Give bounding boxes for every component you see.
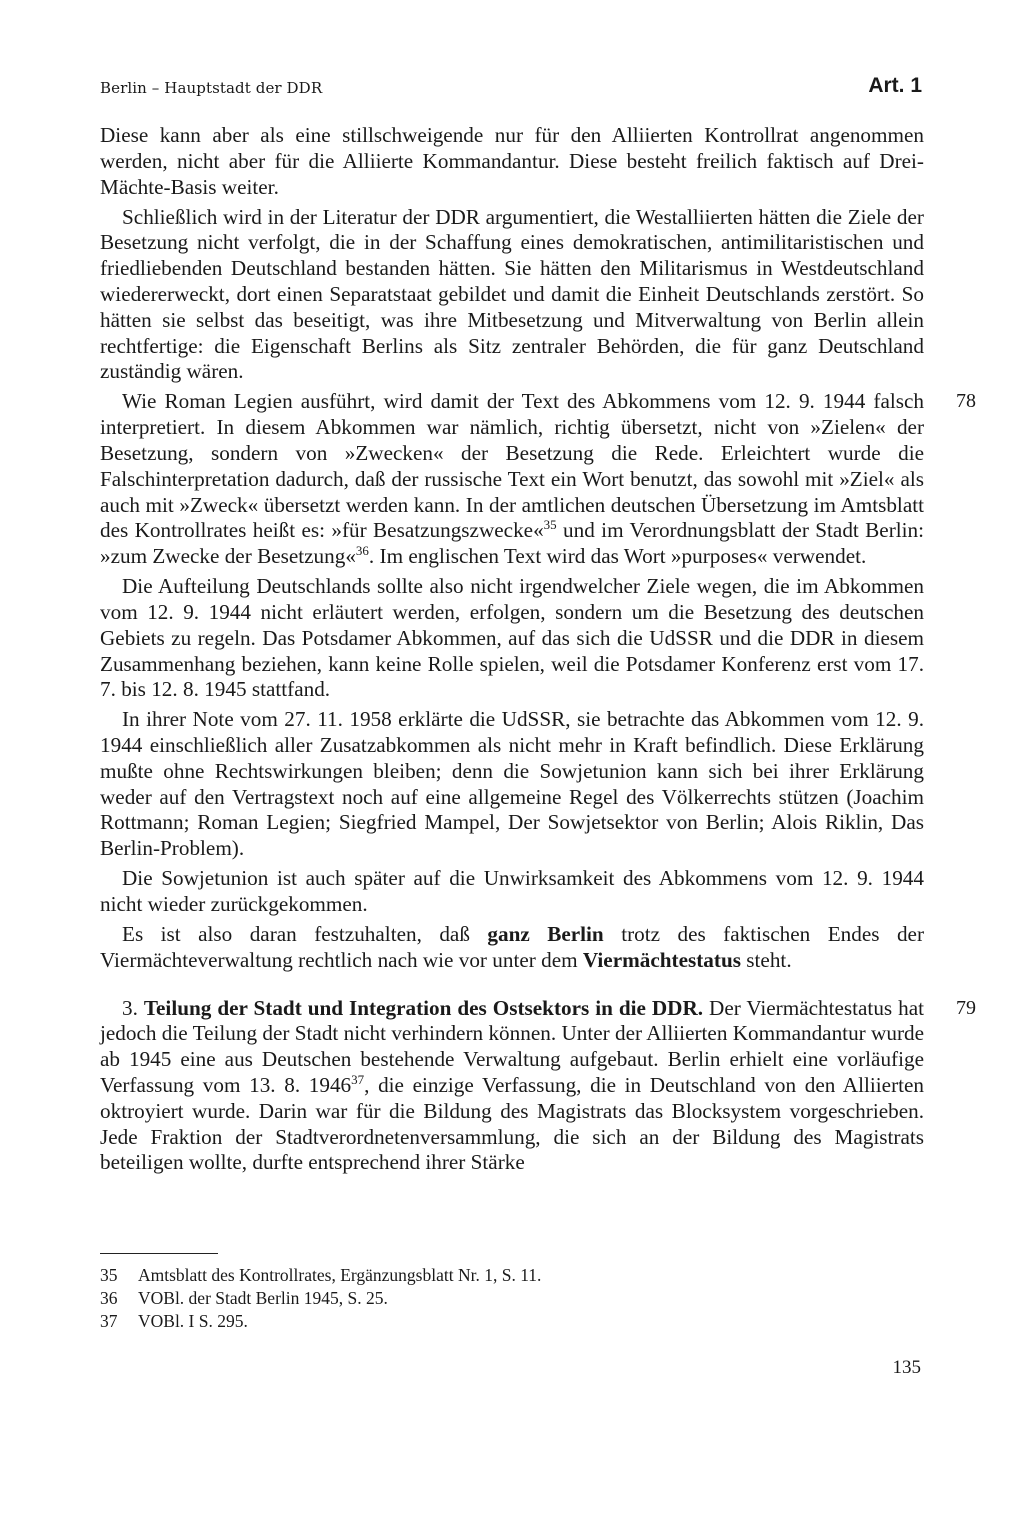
section-number: 3.: [122, 995, 144, 1020]
footnote-ref[interactable]: 36: [355, 543, 369, 559]
footnote-number: 36: [100, 1288, 118, 1309]
footnote: [100, 1310, 920, 1333]
section-3-text: , die einzige Verfassung, die in Deutschland von den Alliierten oktroyiert wurde. Darin war für die Bildung des Magistrats das Blocksystem vorgeschrieben. Jede Fraktion der Stadtverordnetenversammlung, die sich an der Bildung des Magistrats beteiligen wollte, durfte entsprechend ihrer Stärke: [100, 1073, 925, 1175]
footnote-divider: [100, 1253, 218, 1254]
footnote-number: 35: [100, 1265, 118, 1285]
paragraph-2: Schließlich wird in der Literatur der DDR argumentiert, die Westalliierten hätten die Ziele der Besetzung nicht verfolgt, die in der Schaffung eines demokratischen, antimilitaristischen und friedliebenden Deutschland bestanden hätten. Sie hätten den Militarismus in Westdeutschland wiedererweckt, dort einen Separatstaat gebildet und damit die Einheit Deutschlands zerstört. So hätten sie selbst das beseitigt, was ihre Mitbesetzung und Mitverwaltung von Berlin allein rechtfertige: die Eigenschaft Berlins als Sitz zentraler Behörden, die für ganz Deutschland zuständig wären.: [100, 204, 924, 384]
page-number: 135: [892, 1357, 921, 1378]
section-3-text: Der Viermächtestatus hat jedoch die Teilung der Stadt nicht verhindern können. Unter der Alliierten Kommandantur wurde ab 1945 eine aus Deutschen bestehende Verwaltung aufgebaut. Berlin erhielt eine vorläufige Verfassung vom 13. 8. 1946: [100, 995, 924, 1098]
footnote-text: VOBl. der Stadt Berlin 1945, S. 25.: [138, 1288, 388, 1309]
footnote-text: Amtsblatt des Kontrollrates, Ergänzungsblatt Nr. 1, S. 11.: [138, 1265, 542, 1285]
paragraph-3-text: Wie Roman Legien ausführt, wird damit der Text des Abkommens vom 12. 9. 1944 falsch interpretiert. In diesem Abkommen war nämlich, richtig übersetzt, nicht von »Zielen« der Besetzung, sondern von »Zwecken« der Besetzung die Rede. Erleichtert wurde die Falschinterpretation dadurch, daß der russische Text ein Wort benutzt, das sowohl mit »Ziel« als auch mit »Zweck« übersetzt werden kann. In der amtlichen deutschen Übersetzung im Amtsblatt des Kontrollrates heißt es: »für Besatzungszwecke«: [100, 389, 924, 543]
emphasis: ganz Berlin: [487, 922, 604, 947]
footnotes: [100, 1264, 920, 1334]
section-heading: Teilung der Stadt und Integration des Ostsektors in die DDR.: [143, 995, 704, 1020]
paragraph-1: Diese kann aber als eine stillschweigende nur für den Alliierten Kontrollrat angenommen werden, nicht aber für die Alliierte Kommandantur. Diese besteht freilich faktisch auf Drei-Mächte-Basis weiter.: [100, 123, 924, 199]
paragraph-3: [100, 389, 976, 570]
margin-number: 79: [956, 996, 976, 1019]
section-3-paragraph: [100, 995, 976, 1177]
paragraph-4: Die Aufteilung Deutschlands sollte also nicht irgendwelcher Ziele wegen, die im Abkommen vom 12. 9. 1944 nicht erläutert werden, erfolgen, sondern um die Besetzung des deutschen Gebiets zu regeln. Das Potsdamer Abkommen, auf das sich die UdSSR und die DDR in diesem Zusammenhang beziehen, kann keine Rolle spielen, weil die Potsdamer Konferenz erst vom 17. 7. bis 12. 8. 1945 stattfand.: [100, 574, 924, 702]
margin-number: 78: [956, 390, 976, 413]
article-label: Art. 1: [868, 74, 922, 97]
footnote: [100, 1287, 920, 1310]
footnote-ref[interactable]: 37: [351, 1071, 365, 1087]
footnote-ref[interactable]: 35: [543, 517, 557, 533]
paragraph-5: In ihrer Note vom 27. 11. 1958 erklärte die UdSSR, sie betrachte das Abkommen vom 12. 9. 1944 einschließlich aller Zusatzabkommen als nicht mehr in Kraft befindlich. Diese Erklärung mußte ohne Rechtswirkungen bleiben; denn die Sowjetunion kann sich bei ihrer Erklärung weder auf den Vertragstext noch auf eine allgemeine Regel des Völkerrechts stützen (Joachim Rottmann; Roman Legien; Siegfried Mampel, Der Sowjetsektor von Berlin; Alois Riklin, Das Berlin-Problem).: [100, 707, 924, 861]
footnote-number: 37: [100, 1311, 118, 1332]
paragraph-6: Die Sowjetunion ist auch später auf die Unwirksamkeit des Abkommens vom 12. 9. 1944 nicht wieder zurückgekommen.: [100, 866, 924, 917]
running-title: Berlin – Hauptstadt der DDR: [100, 79, 323, 97]
body-text: [100, 123, 976, 1180]
paragraph-7-text: trotz des faktischen Endes der Viermächteverwaltung rechtlich nach wie vor unter dem: [100, 922, 924, 972]
footnote: [100, 1264, 920, 1287]
paragraph-7: [100, 922, 924, 974]
paragraph-7-text: steht.: [741, 947, 792, 972]
paragraph-7-text: Es ist also daran festzuhalten, daß: [122, 922, 488, 947]
emphasis: Viermächtestatus: [582, 947, 741, 972]
paragraph-3-text: und im Verordnungsblatt der Stadt Berlin: »zum Zwecke der Besetzung«: [100, 518, 925, 569]
footnote-text: VOBl. I S. 295.: [138, 1311, 248, 1332]
paragraph-3-text: . Im englischen Text wird das Wort »purposes« verwendet.: [368, 544, 867, 569]
